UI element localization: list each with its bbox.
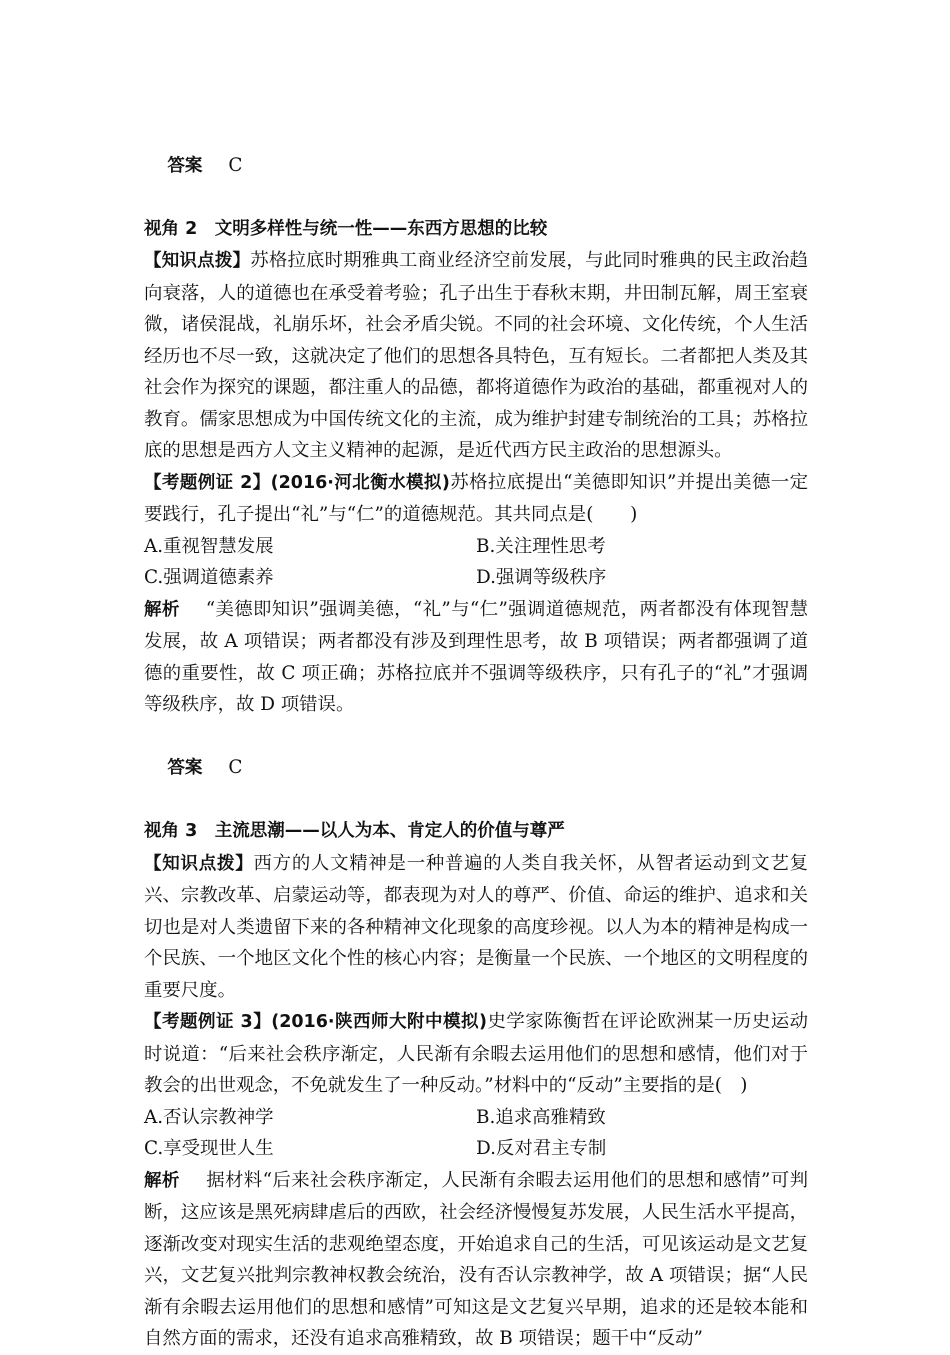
- option-c: C.强调道德素养: [144, 567, 274, 588]
- analysis-label: 解析: [144, 1170, 180, 1191]
- angle-2-title: 视角 2 文明多样性与统一性——东西方思想的比较: [144, 218, 548, 239]
- document-page: [144, 118, 808, 1355]
- analysis-3-paragraph: [144, 1165, 808, 1355]
- example-2-question: [144, 467, 808, 531]
- options-row: [144, 1102, 808, 1134]
- example-3-question: [144, 1006, 808, 1102]
- option-d: D.强调等级秩序: [476, 567, 607, 588]
- example-question-text: 史学家陈衡哲在评论欧洲某一历史运动时说道：“后来社会秩序渐定，人民渐有余暇去运用他们的思想和感情，他们对于教会的出世观念，不免就发生了一种反动。”材料中的“反动”主要指的是( ): [144, 1011, 808, 1096]
- option-c: C.享受现世人生: [144, 1138, 274, 1159]
- knowledge-label: 【知识点拨】: [144, 853, 254, 874]
- option-b: B.关注理性思考: [476, 535, 606, 557]
- answer-1: [144, 118, 808, 214]
- example-label: 【考题例证 2】: [144, 472, 271, 493]
- example-label: 【考题例证 3】: [144, 1012, 272, 1032]
- option-a: A.否认宗教神学: [144, 1106, 274, 1128]
- example-source: (2016·陕西师大附中模拟): [271, 1012, 487, 1032]
- knowledge-2-paragraph: [144, 245, 808, 467]
- analysis-text: 据材料“后来社会秩序渐定，人民渐有余暇去运用他们的思想和感情”可判断，这应该是黑死病肆虐后的西欧，社会经济慢慢复苏发展，人民生活水平提高，逐渐改变对现实生活的悲观绝望态度，开始追求自己的生活，可见该运动是文艺复兴，文艺复兴批判宗教神权教会统治，没有否认宗教神学，故 A 项错误；据“人民渐有余暇去运用他们的思想和感情”可知这是文艺复兴早期，追求的还是较本能和自然方面的需求，还没有追求高雅精致，故 B 项错误；题干中“反动”: [144, 1169, 809, 1349]
- knowledge-text: 西方的人文精神是一种普遍的人类自我关怀，从智者运动到文艺复兴、宗教改革、启蒙运动等，都表现为对人的尊严、价值、命运的维护、追求和关切也是对人类遗留下来的各种精神文化现象的高度珍视。以人为本的精神是构成一个民族、一个地区文化个性的核心内容；是衡量一个民族、一个地区的文明程度的重要尺度。: [144, 852, 808, 1001]
- options-row: [144, 562, 808, 594]
- knowledge-label: 【知识点拨】: [144, 251, 251, 271]
- analysis-label: 解析: [144, 599, 180, 620]
- answer-value: C: [228, 757, 243, 778]
- answer-label: 答案: [167, 758, 203, 778]
- knowledge-3-paragraph: [144, 848, 808, 1007]
- option-d: D.反对君主专制: [476, 1138, 607, 1159]
- option-a: A.重视智慧发展: [144, 535, 274, 557]
- knowledge-text: 苏格拉底时期雅典工商业经济空前发展，与此同时雅典的民主政治趋向衰落，人的道德也在承受着考验；孔子出生于春秋末期，井田制瓦解，周王室衰微，诸侯混战，礼崩乐坏，社会矛盾尖锐。不同的社会环境、文化传统，个人生活经历也不尽一致，这就决定了他们的思想各具特色，互有短长。二者都把人类及其社会作为探究的课题，都注重人的品德，都将道德作为政治的基础，都重视对人的教育。儒家思想成为中国传统文化的主流，成为维护封建专制统治的工具；苏格拉底的思想是西方人文主义精神的起源，是近代西方民主政治的思想源头。: [144, 250, 808, 461]
- analysis-2-paragraph: [144, 594, 808, 721]
- options-row: [144, 1133, 808, 1165]
- example-source: (2016·河北衡水模拟): [270, 472, 450, 493]
- answer-value: C: [228, 154, 243, 176]
- analysis-text: “美德即知识”强调美德，“礼”与“仁”强调道德规范，两者都没有体现智慧发展，故 A 项错误；两者都没有涉及到理性思考，故 B 项错误；两者都强调了道德的重要性，故 C 项正确；苏格拉底并不强调等级秩序，只有孔子的“礼”才强调等级秩序，故 D 项错误。: [144, 598, 809, 715]
- option-b: B.追求高雅精致: [476, 1106, 606, 1128]
- options-row: [144, 531, 808, 563]
- angle-3-title: 视角 3 主流思潮——以人为本、肯定人的价值与尊严: [144, 821, 565, 841]
- answer-2: [144, 721, 808, 817]
- example-question-text: 苏格拉底提出“美德即知识”并提出美德一定要践行，孔子提出“礼”与“仁”的道德规范。其共同点是( ): [144, 471, 808, 525]
- answer-label: 答案: [167, 155, 203, 176]
